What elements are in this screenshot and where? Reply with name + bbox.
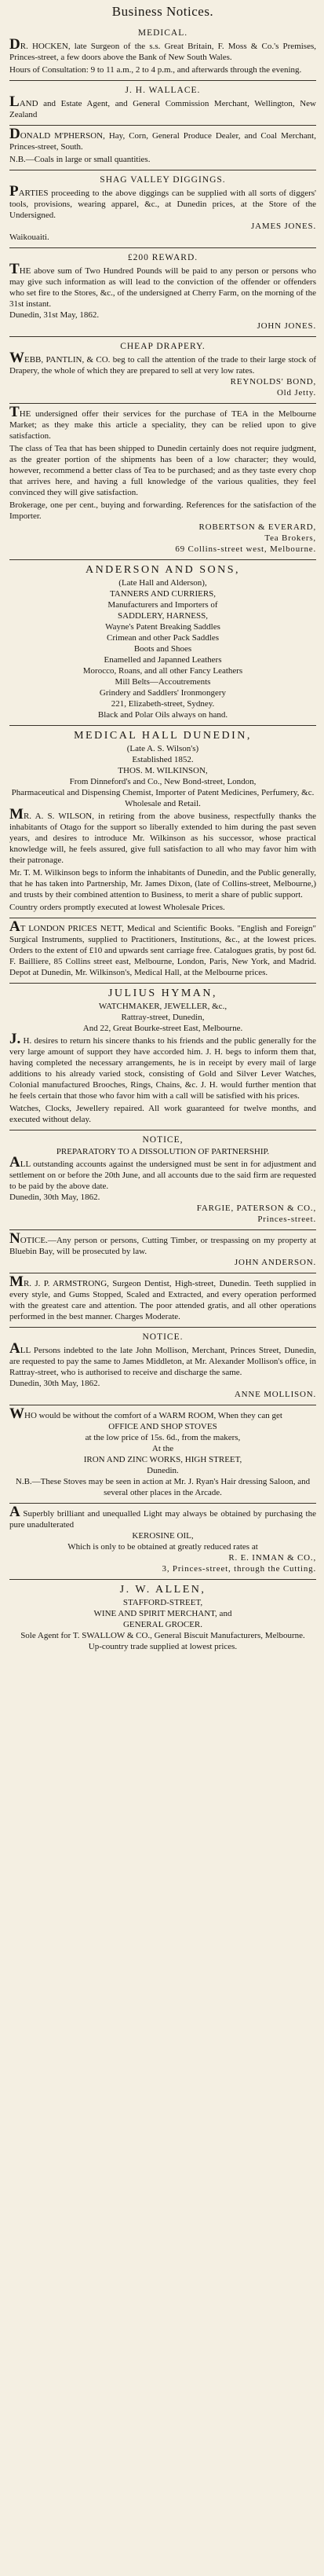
ad-heading: SHAG VALLEY DIGGINGS. — [100, 175, 226, 185]
ad-signature: R. E. INMAN & CO., — [228, 1553, 316, 1563]
ad-heading: NOTICE. — [142, 1332, 184, 1342]
ad-paragraph: ALL Persons indebted to the late John Mollison, Merchant, Princes Street, Dunedin, are requested to pay the same to James Middleton, at Mr. Alexander Mollison's office, in Rattray-street, who is authorised to receive and discharge the same. — [9, 1340, 316, 1377]
ad-subline: STAFFORD-STREET, — [122, 1598, 203, 1607]
advertisement — [9, 403, 316, 559]
ad-subline: WINE AND SPIRIT MERCHANT, and — [93, 1609, 232, 1618]
ad-signature-line: Old Jetty. — [276, 388, 316, 398]
ad-subline: Manufacturers and Importers of — [107, 600, 218, 610]
ad-subline: Sole Agent for T. SWALLOW & CO., General Biscuit Manufacturers, Melbourne. — [20, 1631, 305, 1640]
ad-signature: FARGIE, PATERSON & CO., — [196, 1204, 316, 1213]
ad-paragraph: MR. A. S. WILSON, in retiring from the above business, respectfully thanks the inhabitants of Otago for the support so liberally extended to him during the past seven years, and desires to introduce Mr. Wilkinson as his successor, whose practical knowledge will, he feels assured, give full satisfaction to all who may favor him with their patronage. — [9, 806, 316, 865]
ad-signature: JAMES JONES. — [251, 222, 316, 231]
ad-paragraph: LAND and Estate Agent, and General Commission Merchant, Wellington, New Zealand — [9, 93, 316, 119]
ad-subline: OFFICE AND SHOP STOVES — [108, 1422, 217, 1431]
ad-paragraph: DONALD M'PHERSON, Hay, Corn, General Produce Dealer, and Coal Merchant, Princes-street, South. — [9, 126, 316, 152]
ad-subline: Enamelled and Japanned Leathers — [104, 655, 222, 665]
ad-heading: J. W. ALLEN, — [119, 1584, 206, 1596]
advertisement — [9, 725, 316, 918]
ad-subline: Mill Belts—Accoutrements — [115, 677, 211, 687]
advertisement — [9, 918, 316, 983]
advertisement — [9, 170, 316, 247]
advertisement — [9, 24, 316, 80]
ad-paragraph: WEBB, PANTLIN, & CO. beg to call the attention of the trade to their large stock of Drapery, the whole of which they are prepared to sell at very low rates. — [9, 350, 316, 376]
ad-subline: Established 1852. — [132, 755, 194, 764]
ad-signature-line: Tea Brokers, — [264, 533, 316, 543]
ad-subline: Wayne's Patent Breaking Saddles — [105, 622, 220, 632]
ad-subline: N.B.—These Stoves may be seen in action at Mr. J. Ryan's Hair dressing Saloon, and several other places in the Arcade. — [15, 1477, 311, 1497]
ad-paragraph: The class of Tea that has been shipped to Dunedin certainly does not require judgment, as the greater portion of the shipments has been of a low character; they would, however, recommend a better class of Tea to be purchased; and as they taste every chop that arrives here, and having a full knowledge of the various qualities, they feel convinced they will give satisfaction. — [9, 444, 316, 497]
ad-paragraph: ALL outstanding accounts against the undersigned must be sent in for adjustment and settlement on or before the 20th June, and all accounts due to the said firm are requested to be paid by the above date. — [9, 1154, 316, 1191]
ad-signature-line: Princes-street. — [257, 1215, 316, 1224]
ad-paragraph: THE above sum of Two Hundred Pounds will be paid to any person or persons who may give such information as will lead to the conviction of the offender or offenders who set fire to the Stores, &c., of the undersigned at Cherry Farm, on the morning of the 31st instant. — [9, 261, 316, 309]
ad-paragraph: THE undersigned offer their services for the purchase of TEA in the Melbourne Market; as they make this article a speciality, they can be relied upon to give satisfaction. — [9, 404, 316, 441]
ad-paragraph: PARTIES proceeding to the above diggings can be supplied with all sorts of diggers' tools, provisions, wearing apparel, &c., at Dunedin prices, at the Store of the Undersigned. — [9, 183, 316, 220]
ad-paragraph: Hours of Consultation: 9 to 11 a.m., 2 to 4 p.m., and afterwards through the evening. — [9, 65, 302, 75]
advertisement — [9, 125, 316, 170]
ad-subline: GENERAL GROCER. — [122, 1620, 203, 1629]
advertisement — [9, 80, 316, 125]
advertisement — [9, 336, 316, 403]
ad-subline: (Late A. S. Wilson's) — [126, 744, 199, 753]
ad-paragraph: J. H. desires to return his sincere thanks to his friends and the public generally for the very large amount of support they have accorded him. J. H. begs to inform them that, having completed the necessary arrangements, he is in receipt by every mail of large additions to his already varied stock, consisting of Gold and Silver Lever Watches, Colonial manufactured Brooches, Rings, Chains, &c. J. H. would further mention that he feels certain that those who favor him with a call will be satisfied with his prices. — [9, 1031, 316, 1101]
ad-heading: MEDICAL HALL DUNEDIN, — [74, 730, 252, 742]
ad-subline: 221, Elizabeth-street, Sydney. — [111, 699, 215, 709]
ad-paragraph: MR. J. P. ARMSTRONG, Surgeon Dentist, High-street, Dunedin. Teeth supplied in every style, and Gums Stopped, Scaled and Extracted, and every operation performed with the greatest care and attention. The poor attended gratis, and all other operations performed in the best manner. Charges Moderate. — [9, 1273, 316, 1321]
ad-dateline: Dunedin, 30th May, 1862. — [9, 1379, 100, 1388]
ad-subline: Which is only to be obtained at greatly reduced rates at — [67, 1542, 258, 1552]
ad-subline: Up-country trade supplied at lowest prices. — [88, 1642, 238, 1651]
ad-paragraph: Country orders promptly executed at lowest Wholesale Prices. — [9, 903, 225, 912]
ad-signature-line: 3, Princes-street, through the Cutting. — [162, 1564, 316, 1574]
advertisement — [9, 1503, 316, 1579]
ad-subline: Morocco, Roans, and all other Fancy Leathers — [82, 666, 243, 676]
advertisement — [9, 1229, 316, 1273]
ad-subline: And 22, Great Bourke-street East, Melbourne. — [82, 1024, 243, 1033]
ad-subline: At the — [151, 1444, 174, 1453]
ad-subline: Dunedin. — [147, 1466, 179, 1475]
ad-heading: MEDICAL. — [137, 28, 188, 38]
ad-signature: JOHN ANDERSON. — [234, 1258, 316, 1267]
ad-signature-line: 69 Collins-street west, Melbourne. — [175, 544, 316, 554]
ad-subline: IRON AND ZINC WORKS, HIGH STREET, — [83, 1455, 242, 1464]
ad-subline: Wholesale and Retail. — [125, 799, 201, 808]
ad-heading: JULIUS HYMAN, — [107, 988, 218, 999]
ad-subline: Black and Polar Oils always on hand. — [97, 710, 228, 720]
ad-paragraph: Brokerage, one per cent., buying and forwarding. References for the satisfaction of the Importer. — [9, 500, 316, 521]
ad-subline: WATCHMAKER, JEWELLER, &c., — [98, 1002, 228, 1011]
ad-paragraph: DR. HOCKEN, late Surgeon of the s.s. Great Britain, F. Moss & Co.'s Premises, Princes-street, a few doors above the Bank of New South Wales. — [9, 36, 316, 62]
ad-subline: Boots and Shoes — [133, 644, 192, 654]
ad-signature: ROBERTSON & EVERARD, — [198, 522, 316, 532]
ad-signature: REYNOLDS' BOND, — [230, 377, 316, 387]
ad-subline: SADDLERY, HARNESS, — [117, 611, 209, 621]
ad-subline: THOS. M. WILKINSON, — [118, 766, 208, 775]
ad-paragraph: A Superbly brilliant and unequalled Light may always be obtained by purchasing the pure unadulterated — [9, 1504, 316, 1530]
ads-container — [9, 24, 316, 1657]
ad-paragraph: Mr. T. M. Wilkinson begs to inform the inhabitants of Dunedin, and the Public generally, that he has taken into Partnership, Mr. James Dixon, (late of Collins-street, Melbourne,) and trusts by their combined attention to Business, to merit a share of public support. — [9, 868, 316, 900]
ad-subline: (Late Hall and Alderson), — [118, 578, 207, 588]
ad-signature: ANNE MOLLISON. — [234, 1390, 316, 1399]
advertisement — [9, 559, 316, 725]
ad-heading: NOTICE, — [142, 1135, 184, 1145]
ad-heading: £200 REWARD. — [127, 253, 198, 262]
ad-paragraph: Watches, Clocks, Jewellery repaired. All work guaranteed for twelve months, and executed without delay. — [9, 1104, 316, 1124]
advertisement — [9, 1130, 316, 1229]
ad-heading: CHEAP DRAPERY. — [120, 342, 206, 351]
ad-heading: ANDERSON AND SONS, — [85, 564, 241, 576]
ad-paragraph: NOTICE.—Any person or persons, Cutting Timber, or trespassing on my property at Bluebin Bay, will be prosecuted by law. — [9, 1230, 316, 1256]
ad-subline: From Dinneford's and Co., New Bond-street, London, — [69, 777, 257, 786]
ad-subline: Pharmaceutical and Dispensing Chemist, Importer of Patent Medicines, Perfumery, &c. — [11, 788, 315, 797]
ad-subline: PREPARATORY TO A DISSOLUTION OF PARTNERSHIP. — [56, 1147, 270, 1156]
advertisement — [9, 247, 316, 336]
ad-subline: Crimean and other Pack Saddles — [107, 633, 219, 643]
ad-subline: Grindery and Saddlers' Ironmongery — [99, 688, 227, 698]
masthead: Business Notices. — [111, 4, 214, 19]
advertisement — [9, 983, 316, 1130]
ad-subline: KEROSINE OIL, — [132, 1531, 194, 1541]
advertisement — [9, 1327, 316, 1405]
ad-subline: Rattray-street, Dunedin, — [121, 1013, 205, 1022]
ad-dateline: Dunedin, 31st May, 1862. — [9, 310, 100, 320]
advertisement — [9, 1579, 316, 1657]
ad-paragraph: WHO would be without the comfort of a WARM ROOM, When they can get — [9, 1405, 282, 1422]
ad-dateline: Dunedin, 30th May, 1862. — [9, 1193, 100, 1202]
ad-place: Waikouaiti. — [9, 233, 49, 242]
ad-paragraph: N.B.—Coals in large or small quantities. — [9, 155, 151, 164]
advertisement — [9, 1273, 316, 1327]
ad-heading: J. H. WALLACE. — [125, 86, 201, 95]
ad-subline: TANNERS AND CURRIERS, — [109, 589, 217, 599]
ad-paragraph: AT LONDON PRICES NETT, Medical and Scientific Books. "English and Foreign" Surgical Instruments, supplied to Practitioners, Institutions, &c., at the lowest prices. Orders to the extent of £10 and upwards sent carriage free. Catalogues gratis, by post 6d. F. Bailliere, 85 Collins street east, Melbourne, London, Paris, New York, and Madrid. Depot at Dunedin, Mr. Wilkinson's, Medical Hall, at the Melbourne prices. — [9, 918, 316, 977]
advertisement — [9, 1405, 316, 1503]
ad-signature: JOHN JONES. — [257, 321, 316, 331]
ad-subline: at the low price of 15s. 6d., from the makers, — [85, 1433, 241, 1442]
